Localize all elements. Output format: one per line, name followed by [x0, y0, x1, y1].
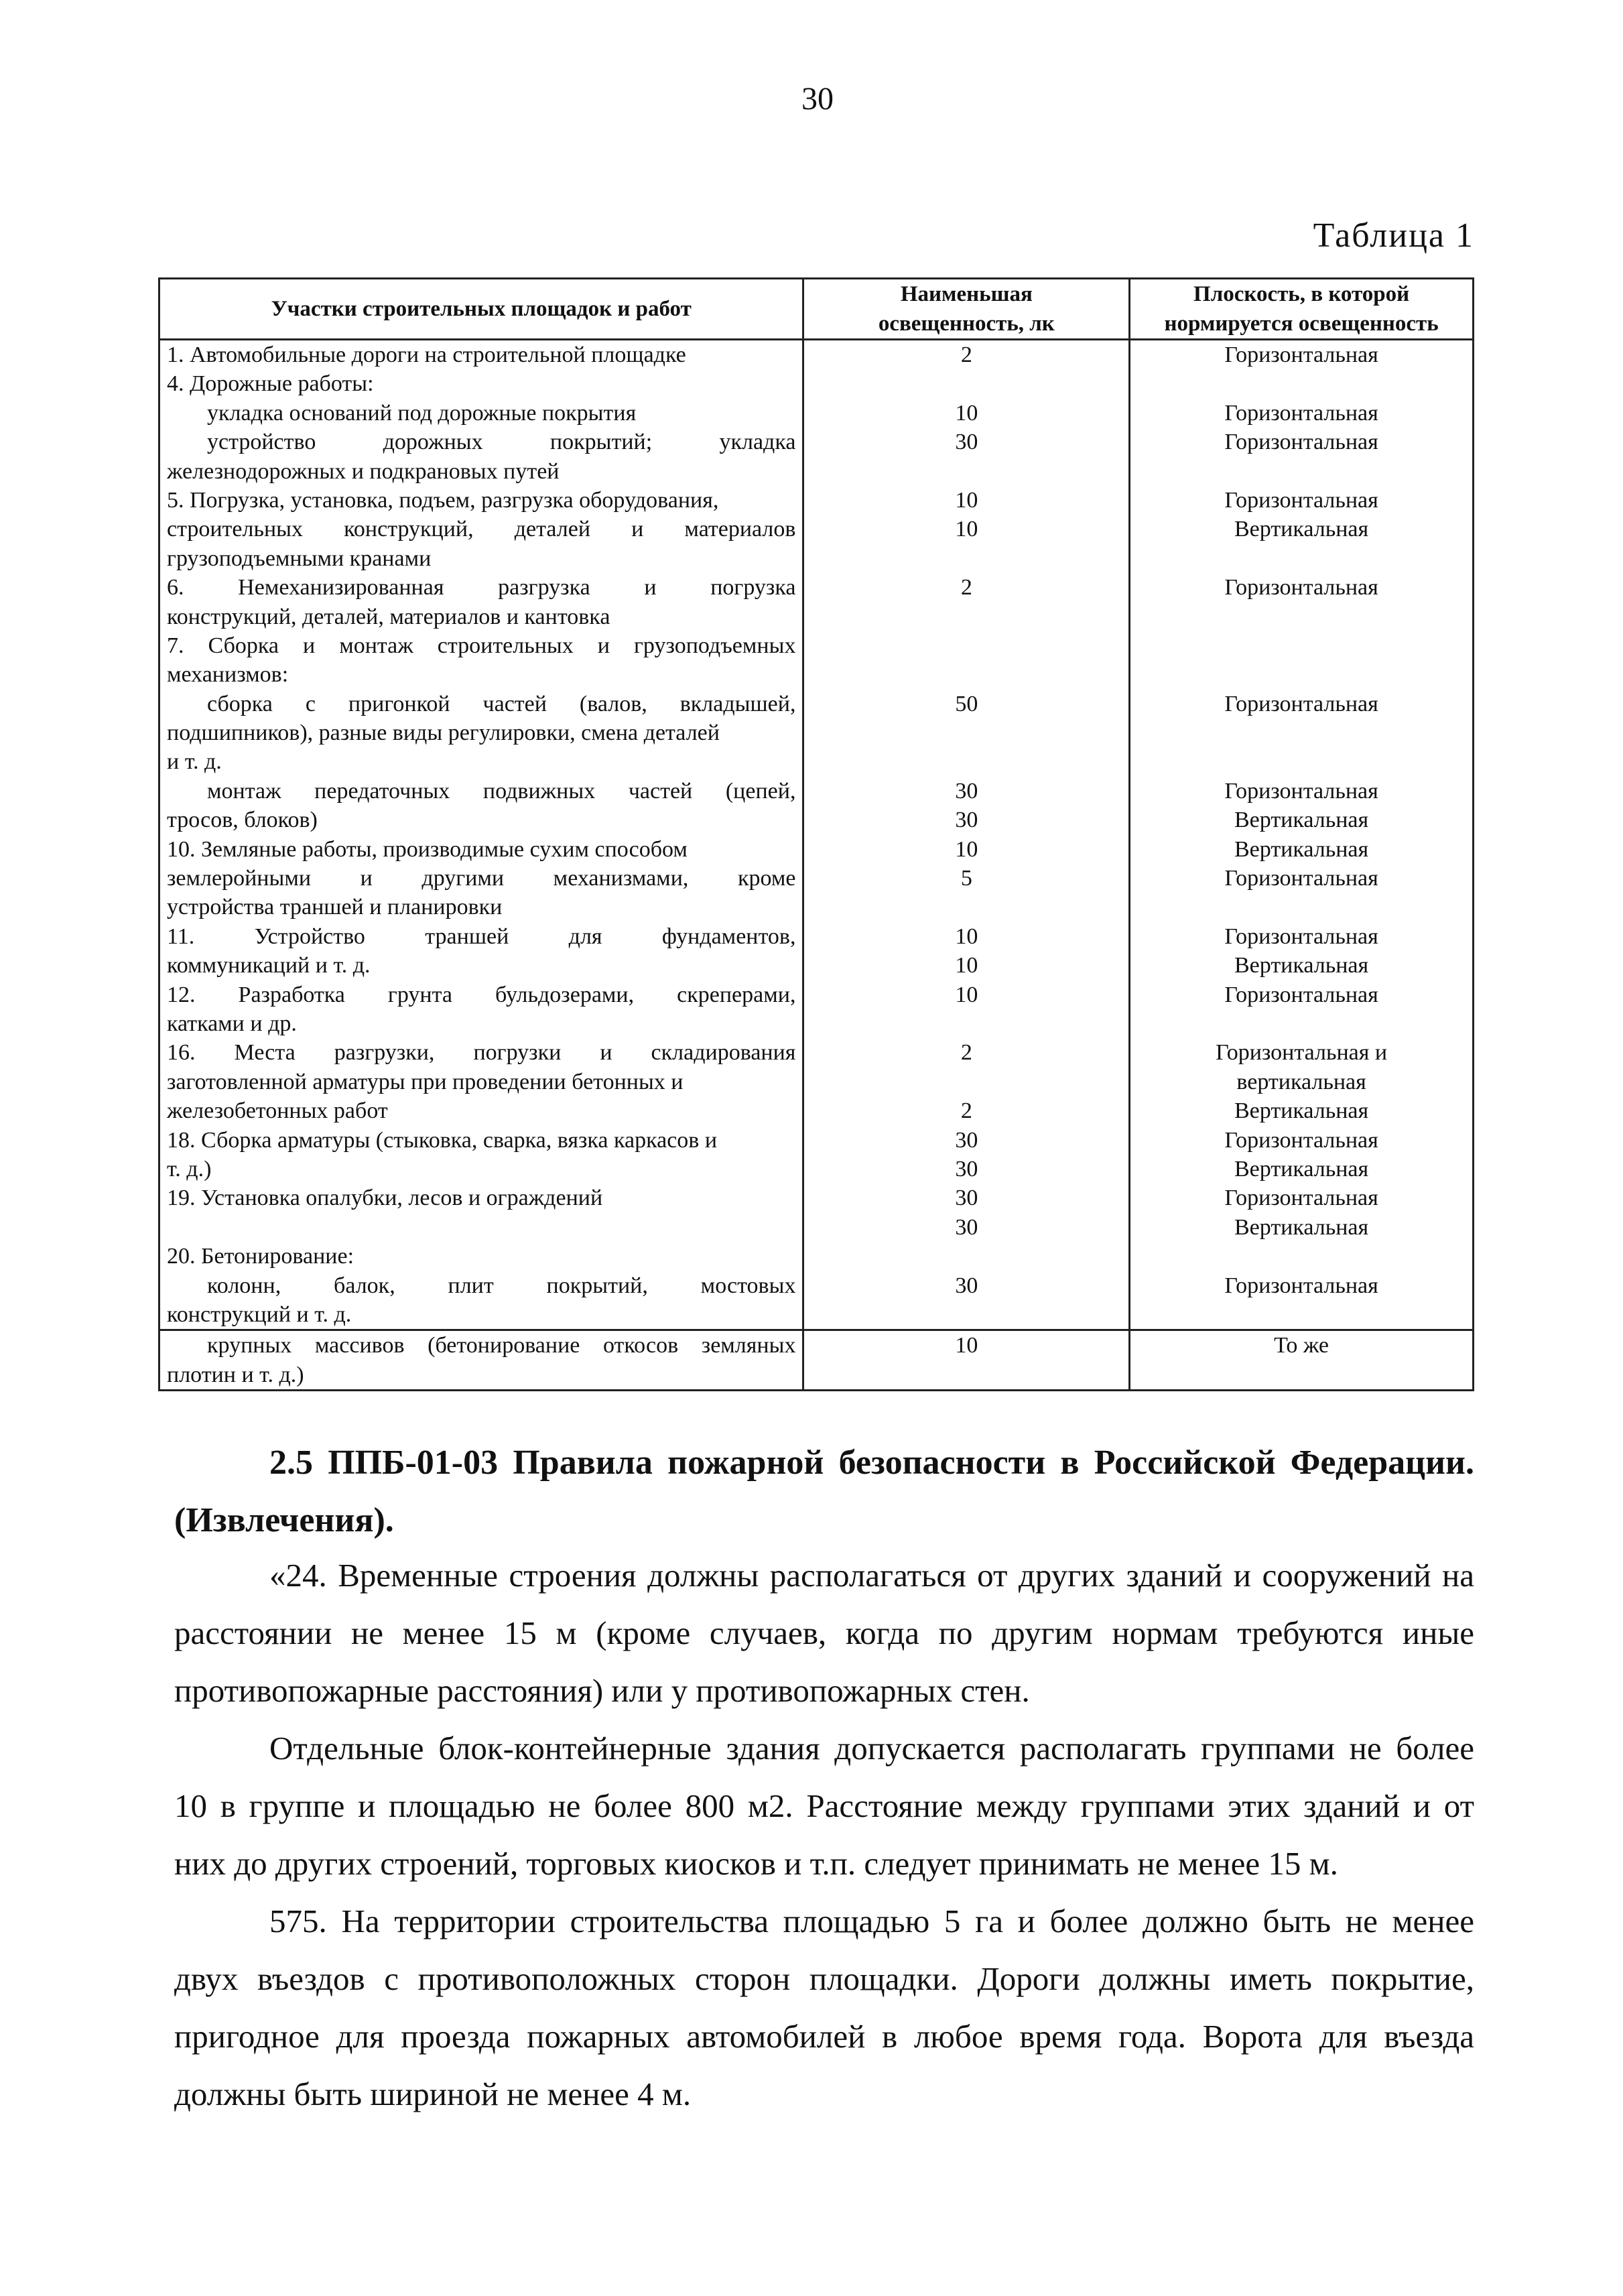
plane-value: Горизонтальная [1224, 1273, 1378, 1298]
plane-value: Горизонтальная [1224, 1127, 1378, 1153]
section-heading [174, 1434, 1474, 1549]
lux-value: 10 [955, 517, 978, 542]
illuminance-cell-last [803, 1330, 1130, 1391]
work-line: крупных массивов (бетонирование откосов земляных [207, 1333, 796, 1358]
work-line: устройства траншей и планировки [167, 895, 503, 920]
header-plane-line: Плоскость, в которой [1193, 282, 1410, 306]
table-header-row [159, 279, 1474, 340]
plane-value: То же [1274, 1333, 1329, 1358]
work-line: 18. Сборка арматуры (стыковка, сварка, вязка каркасов и [167, 1127, 718, 1153]
lux-value: 2 [960, 1040, 972, 1066]
plane-cell-last [1130, 1330, 1474, 1391]
plane-value: Горизонтальная и [1216, 1040, 1388, 1066]
lux-value: 5 [960, 866, 972, 891]
plane-value: Горизонтальная [1224, 430, 1378, 455]
plane-value: Вертикальная [1234, 517, 1369, 542]
work-line: 19. Установка опалубки, лесов и ограждений [167, 1186, 603, 1211]
plane-value [1137, 631, 1466, 660]
paragraph-line: 10 в группе и площадью не более 800 м2. Расстояние между группами этих зданий и от [174, 1787, 1474, 1824]
work-line: сборка с пригонкой частей (валов, вкладышей, [207, 691, 796, 716]
header-plane [1130, 279, 1474, 340]
plane-value [1137, 660, 1466, 689]
paragraph-item-24 [174, 1547, 1474, 1720]
lux-value: 10 [955, 953, 978, 978]
work-line: заготовленной арматуры при проведении бетонных и [167, 1069, 684, 1094]
paragraph-line: 575. На территории строительства площадью 5 га и более должно быть не менее [269, 1903, 1474, 1939]
plane-value [1137, 1009, 1466, 1038]
paragraph-line: должны быть шириной не менее 4 м. [174, 2076, 692, 2112]
lux-value [811, 718, 1122, 747]
paragraph-line: двух въездов с противоположных сторон площадки. Дороги должны иметь покрытие, [174, 1960, 1474, 1997]
illuminance-column [803, 340, 1130, 1330]
work-line: 7. Сборка и монтаж строительных и грузоподъемных [167, 633, 796, 658]
work-line: коммуникаций и т. д. [167, 953, 371, 978]
work-line: 4. Дорожные работы: [167, 371, 374, 397]
work-line: железобетонных работ [167, 1098, 388, 1124]
lux-value: 10 [955, 487, 978, 513]
lux-value: 10 [955, 400, 978, 426]
lux-value [811, 893, 1122, 921]
work-line: плотин и т. д.) [167, 1362, 304, 1387]
paragraph-block-containers [174, 1720, 1474, 1893]
plane-value: Горизонтальная [1224, 400, 1378, 426]
work-line [167, 1213, 795, 1242]
lux-value: 30 [955, 430, 978, 455]
plane-value [1137, 544, 1466, 573]
work-line: железнодорожных и подкрановых путей [167, 458, 560, 484]
lux-value: 2 [960, 342, 972, 367]
plane-value: Горизонтальная [1224, 575, 1378, 600]
plane-value: Горизонтальная [1224, 778, 1378, 804]
paragraph-line: них до других строений, торговых киосков и т.п. следует принимать не менее 15 м. [174, 1845, 1338, 1882]
plane-column [1130, 340, 1474, 1330]
plane-value [1137, 747, 1466, 776]
work-line: 5. Погрузка, установка, подъем, разгрузка оборудования, [167, 487, 719, 513]
paragraph-line: пригодное для проезда пожарных автомобилей в любое время года. Ворота для въезда [174, 2018, 1474, 2055]
work-line: строительных конструкций, деталей и материалов [167, 517, 796, 542]
work-line: т. д.) [167, 1156, 212, 1182]
section-heading-line: (Извлечения). [174, 1501, 394, 1539]
work-line: тросов, блоков) [167, 808, 318, 833]
work-line: и т. д. [167, 749, 222, 775]
paragraph-line: Отдельные блок-контейнерные здания допускается располагать группами не более [269, 1730, 1474, 1767]
plane-value [1137, 1300, 1466, 1329]
table-last-row [159, 1330, 1474, 1391]
plane-value [1137, 893, 1466, 921]
plane-value: Горизонтальная [1224, 342, 1378, 367]
work-line: 10. Земляные работы, производимые сухим способом [167, 836, 688, 862]
work-line: 11. Устройство траншей для фундаментов, [167, 923, 796, 949]
work-line: землеройными и другими механизмами, кроме [167, 866, 796, 891]
header-sites [159, 279, 803, 340]
work-line: устройство дорожных покрытий; укладка [207, 430, 796, 455]
lux-value [811, 602, 1122, 631]
work-line: подшипников), разные виды регулировки, смена деталей [167, 720, 720, 746]
header-illuminance-line: освещенность, лк [878, 312, 1055, 336]
table-body-row [159, 340, 1474, 1330]
paragraph-item-575 [174, 1893, 1474, 2123]
plane-value [1137, 718, 1466, 747]
plane-value: Вертикальная [1234, 1098, 1369, 1124]
lux-value: 10 [955, 982, 978, 1007]
lux-value [811, 1242, 1122, 1271]
work-line: 16. Места разгрузки, погрузки и складирования [167, 1040, 796, 1066]
work-sites-column [159, 340, 803, 1330]
plane-value: Вертикальная [1234, 836, 1369, 862]
plane-value: Горизонтальная [1224, 866, 1378, 891]
illumination-table-container [158, 277, 1474, 1387]
lux-value [811, 1009, 1122, 1038]
header-plane-line: нормируется освещенность [1164, 312, 1439, 336]
lux-value: 30 [955, 1127, 978, 1153]
plane-value: Горизонтальная [1224, 982, 1378, 1007]
work-line: 1. Автомобильные дороги на строительной площадке [167, 342, 686, 367]
section-heading-line: 2.5 ППБ-01-03 Правила пожарной безопасности в Российской Федерации. [269, 1444, 1474, 1482]
lux-value [811, 660, 1122, 689]
work-line: монтаж передаточных подвижных частей (цепей, [207, 778, 796, 804]
plane-value: Вертикальная [1234, 1156, 1369, 1182]
work-line: грузоподъемными кранами [167, 546, 432, 571]
lux-value [811, 747, 1122, 776]
paragraph-line: противопожарные расстояния) или у противопожарных стен. [174, 1672, 1030, 1709]
work-line: механизмов: [167, 662, 289, 688]
lux-value: 30 [955, 778, 978, 804]
lux-value [811, 544, 1122, 573]
plane-value [1137, 369, 1466, 398]
lux-value [811, 1068, 1122, 1096]
table-caption: Таблица 1 [1313, 216, 1474, 255]
lux-value [811, 1300, 1122, 1329]
work-sites-cell-last [159, 1330, 803, 1391]
plane-value: Вертикальная [1234, 1214, 1369, 1240]
header-sites-line: Участки строительных площадок и работ [271, 297, 692, 321]
plane-value [1137, 1242, 1466, 1271]
lux-value [811, 369, 1122, 398]
lux-value: 30 [955, 1186, 978, 1211]
plane-value: Горизонтальная [1224, 1186, 1378, 1211]
header-illuminance [803, 279, 1130, 340]
work-line: конструкций, деталей, материалов и кантовка [167, 604, 610, 629]
work-line: 20. Бетонирование: [167, 1244, 354, 1269]
work-line: колонн, балок, плит покрытий, мостовых [207, 1273, 796, 1298]
lux-value [811, 631, 1122, 660]
page-number: 30 [801, 81, 834, 117]
plane-value: Вертикальная [1234, 808, 1369, 833]
lux-value: 50 [955, 691, 978, 716]
work-line: конструкций и т. д. [167, 1301, 352, 1327]
lux-value: 30 [955, 1214, 978, 1240]
lux-value [811, 457, 1122, 486]
work-line: 6. Немеханизированная разгрузка и погрузка [167, 575, 796, 600]
header-illuminance-line: Наименьшая [900, 282, 1033, 306]
illumination-table [158, 277, 1474, 1391]
lux-value: 2 [960, 575, 972, 600]
work-line: 12. Разработка грунта бульдозерами, скреперами, [167, 982, 796, 1007]
lux-value: 30 [955, 1156, 978, 1182]
plane-value [1137, 457, 1466, 486]
plane-value [1137, 602, 1466, 631]
lux-value: 10 [955, 1333, 978, 1358]
plane-value: вертикальная [1236, 1069, 1366, 1094]
plane-value: Горизонтальная [1224, 923, 1378, 949]
lux-value: 30 [955, 808, 978, 833]
lux-value: 10 [955, 836, 978, 862]
plane-value: Горизонтальная [1224, 487, 1378, 513]
work-line: укладка оснований под дорожные покрытия [207, 400, 637, 426]
plane-value: Вертикальная [1234, 953, 1369, 978]
lux-value: 10 [955, 923, 978, 949]
lux-value: 30 [955, 1273, 978, 1298]
paragraph-line: «24. Временные строения должны располагаться от других зданий и сооружений на [269, 1557, 1474, 1594]
work-line: катками и др. [167, 1011, 297, 1036]
plane-value: Горизонтальная [1224, 691, 1378, 716]
paragraph-line: расстоянии не менее 15 м (кроме случаев, когда по другим нормам требуются иные [174, 1614, 1474, 1651]
lux-value: 2 [960, 1098, 972, 1124]
